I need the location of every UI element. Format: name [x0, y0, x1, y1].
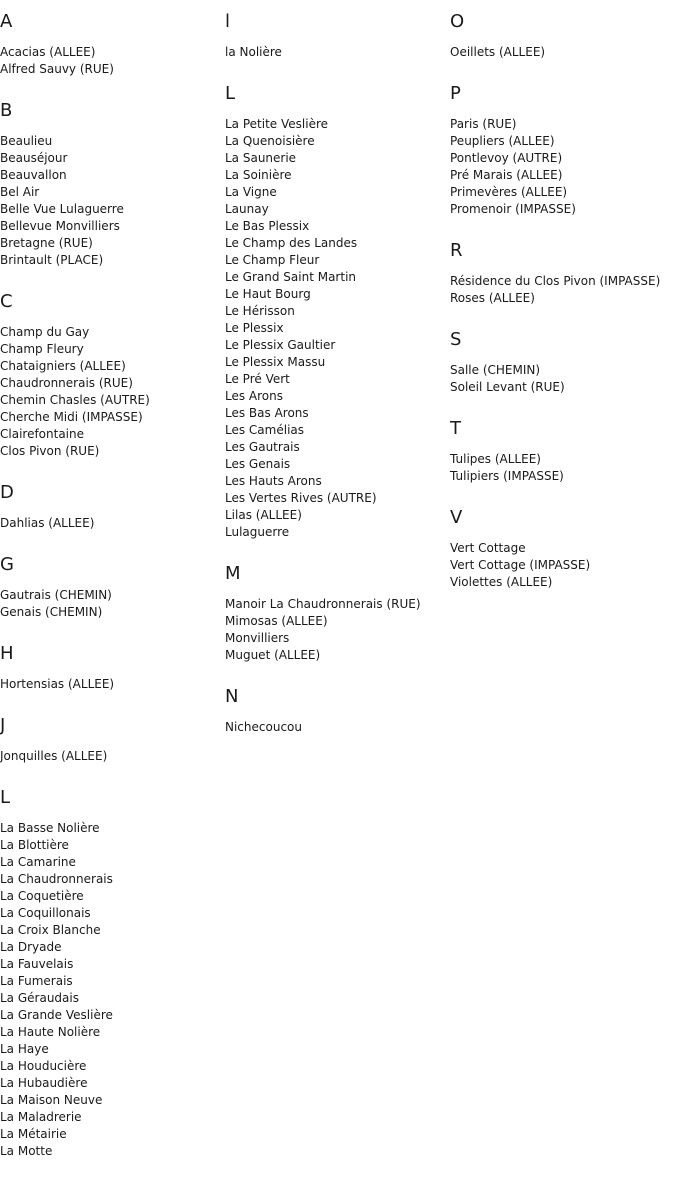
- street-link[interactable]: Vert Cottage: [450, 541, 526, 555]
- letter-group: [0, 644, 225, 693]
- street-link[interactable]: La Fumerais: [0, 974, 73, 988]
- street-link[interactable]: Lulaguerre: [225, 525, 290, 539]
- letter-group: [0, 555, 225, 621]
- street-link[interactable]: Mimosas (ALLEE): [225, 614, 328, 628]
- street-link[interactable]: Belle Vue Lulaguerre: [0, 202, 124, 216]
- street-link[interactable]: Vert Cottage (IMPASSE): [450, 558, 591, 572]
- letter-heading: S: [450, 329, 462, 350]
- street-list: [0, 820, 225, 1160]
- street-list: [0, 133, 225, 269]
- street-link[interactable]: Le Grand Saint Martin: [225, 270, 357, 284]
- street-link[interactable]: La Coquillonais: [0, 906, 91, 920]
- street-link[interactable]: Beauvallon: [0, 168, 67, 182]
- street-link[interactable]: La Chaudronnerais: [0, 872, 113, 886]
- street-link[interactable]: Promenoir (IMPASSE): [450, 202, 576, 216]
- street-index-column-2: [225, 0, 450, 736]
- street-link[interactable]: Monvilliers: [225, 631, 290, 645]
- street-list: [225, 596, 450, 664]
- street-link[interactable]: La Grande Veslière: [0, 1008, 113, 1022]
- letter-heading: A: [0, 11, 13, 32]
- street-list: [225, 719, 450, 736]
- street-link[interactable]: Cherche Midi (IMPASSE): [0, 410, 143, 424]
- street-link[interactable]: Le Pré Vert: [225, 372, 290, 386]
- street-link[interactable]: Le Hérisson: [225, 304, 295, 318]
- letter-group: [450, 419, 675, 485]
- street-link[interactable]: Roses (ALLEE): [450, 291, 535, 305]
- street-list: [0, 748, 225, 765]
- street-link[interactable]: La Haute Nolière: [0, 1025, 101, 1039]
- street-link[interactable]: Clairefontaine: [0, 427, 85, 441]
- street-link[interactable]: La Fauvelais: [0, 957, 74, 971]
- street-link[interactable]: La Haye: [0, 1042, 49, 1056]
- letter-heading: N: [225, 686, 239, 707]
- street-link[interactable]: Clos Pivon (RUE): [0, 444, 100, 458]
- street-link[interactable]: Muguet (ALLEE): [225, 648, 321, 662]
- letter-group: [225, 564, 450, 664]
- letter-heading: D: [0, 482, 14, 503]
- street-link[interactable]: Le Haut Bourg: [225, 287, 311, 301]
- street-index-column-1: [0, 0, 225, 1160]
- letter-group: [225, 687, 450, 736]
- letter-group: [450, 330, 675, 396]
- street-link[interactable]: Résidence du Clos Pivon (IMPASSE): [450, 274, 661, 288]
- street-link[interactable]: La Blottière: [0, 838, 69, 852]
- street-link[interactable]: Peupliers (ALLEE): [450, 134, 555, 148]
- street-list: [450, 451, 675, 485]
- street-link[interactable]: La Maison Neuve: [0, 1093, 103, 1107]
- letter-heading: L: [0, 787, 11, 808]
- street-list: [0, 515, 225, 532]
- street-link[interactable]: Jonquilles (ALLEE): [0, 749, 108, 763]
- letter-group: [0, 788, 225, 1160]
- letter-heading: V: [450, 507, 463, 528]
- street-list: [450, 44, 675, 61]
- street-list: [450, 362, 675, 396]
- street-link[interactable]: Gautrais (CHEMIN): [0, 588, 112, 602]
- letter-heading: P: [450, 83, 461, 104]
- street-link[interactable]: Beaulieu: [0, 134, 53, 148]
- street-link[interactable]: Pontlevoy (AUTRE): [450, 151, 563, 165]
- street-link[interactable]: La Croix Blanche: [0, 923, 101, 937]
- letter-group: [450, 12, 675, 61]
- letter-group: [0, 12, 225, 78]
- letter-group: [0, 483, 225, 532]
- letter-heading: O: [450, 11, 465, 32]
- street-link[interactable]: Le Champ Fleur: [225, 253, 320, 267]
- street-link[interactable]: Les Hauts Arons: [225, 474, 322, 488]
- street-link[interactable]: Soleil Levant (RUE): [450, 380, 565, 394]
- street-link[interactable]: La Vigne: [225, 185, 277, 199]
- street-list: [0, 44, 225, 78]
- street-link[interactable]: La Géraudais: [0, 991, 79, 1005]
- street-link[interactable]: Tulipes (ALLEE): [450, 452, 541, 466]
- street-link[interactable]: Les Arons: [225, 389, 284, 403]
- letter-group: [450, 84, 675, 218]
- street-link[interactable]: Bretagne (RUE): [0, 236, 93, 250]
- letter-heading: H: [0, 643, 14, 664]
- street-link[interactable]: Oeillets (ALLEE): [450, 45, 546, 59]
- street-link[interactable]: Primevères (ALLEE): [450, 185, 568, 199]
- street-link[interactable]: Violettes (ALLEE): [450, 575, 553, 589]
- street-link[interactable]: Les Camélias: [225, 423, 305, 437]
- letter-heading: L: [225, 83, 236, 104]
- street-link[interactable]: La Quenoisière: [225, 134, 315, 148]
- letter-group: [0, 716, 225, 765]
- letter-heading: R: [450, 240, 463, 261]
- street-link[interactable]: La Basse Nolière: [0, 821, 100, 835]
- street-link[interactable]: Beauséjour: [0, 151, 68, 165]
- street-link[interactable]: Chataigniers (ALLEE): [0, 359, 126, 373]
- street-link[interactable]: Chemin Chasles (AUTRE): [0, 393, 150, 407]
- street-link[interactable]: Manoir La Chaudronnerais (RUE): [225, 597, 421, 611]
- street-link[interactable]: Paris (RUE): [450, 117, 517, 131]
- letter-group: [450, 508, 675, 591]
- street-list: [450, 273, 675, 307]
- street-link[interactable]: Dahlias (ALLEE): [0, 516, 95, 530]
- street-link[interactable]: Le Plessix Gaultier: [225, 338, 336, 352]
- street-list: [0, 676, 225, 693]
- street-link[interactable]: Les Bas Arons: [225, 406, 309, 420]
- street-link[interactable]: La Camarine: [0, 855, 76, 869]
- street-link[interactable]: Lilas (ALLEE): [225, 508, 302, 522]
- street-link[interactable]: La Dryade: [0, 940, 62, 954]
- letter-heading: M: [225, 563, 241, 584]
- street-link[interactable]: Launay: [225, 202, 269, 216]
- street-link[interactable]: Le Champ des Landes: [225, 236, 358, 250]
- street-link[interactable]: Les Vertes Rives (AUTRE): [225, 491, 377, 505]
- street-link[interactable]: Bellevue Monvilliers: [0, 219, 120, 233]
- letter-heading: l: [225, 11, 231, 32]
- letter-heading: T: [450, 418, 461, 439]
- street-link[interactable]: Les Gautrais: [225, 440, 300, 454]
- street-link[interactable]: La Soinière: [225, 168, 292, 182]
- street-link[interactable]: Le Plessix Massu: [225, 355, 326, 369]
- street-link[interactable]: Champ Fleury: [0, 342, 84, 356]
- street-link[interactable]: Chaudronnerais (RUE): [0, 376, 133, 390]
- street-link[interactable]: Pré Marais (ALLEE): [450, 168, 563, 182]
- street-list: [0, 324, 225, 460]
- letter-group: [225, 84, 450, 541]
- street-link[interactable]: Hortensias (ALLEE): [0, 677, 115, 691]
- street-list: [225, 116, 450, 541]
- street-link[interactable]: La Houducière: [0, 1059, 87, 1073]
- letter-group: [0, 292, 225, 460]
- letter-group: [450, 241, 675, 307]
- letter-heading: C: [0, 291, 13, 312]
- street-link[interactable]: La Hubaudière: [0, 1076, 88, 1090]
- street-list: [450, 116, 675, 218]
- letter-group: [0, 101, 225, 269]
- street-list: [225, 44, 450, 61]
- street-link[interactable]: Nichecoucou: [225, 720, 302, 734]
- street-link[interactable]: La Maladrerie: [0, 1110, 82, 1124]
- street-list: [450, 540, 675, 591]
- letter-group: [225, 12, 450, 61]
- letter-heading: B: [0, 100, 13, 121]
- street-link[interactable]: Champ du Gay: [0, 325, 90, 339]
- street-index-column-3: [450, 0, 675, 591]
- street-link[interactable]: la Nolière: [225, 45, 282, 59]
- street-link[interactable]: Acacias (ALLEE): [0, 45, 96, 59]
- street-list: [0, 587, 225, 621]
- street-link[interactable]: La Motte: [0, 1144, 53, 1158]
- letter-heading: J: [0, 715, 6, 736]
- street-link[interactable]: La Coquetière: [0, 889, 84, 903]
- street-link[interactable]: La Saunerie: [225, 151, 297, 165]
- street-link[interactable]: Salle (CHEMIN): [450, 363, 541, 377]
- street-link[interactable]: Le Bas Plessix: [225, 219, 310, 233]
- street-link[interactable]: Tulipiers (IMPASSE): [450, 469, 564, 483]
- street-link[interactable]: La Métairie: [0, 1127, 67, 1141]
- letter-heading: G: [0, 554, 14, 575]
- street-link[interactable]: Le Plessix: [225, 321, 284, 335]
- street-link[interactable]: Genais (CHEMIN): [0, 605, 103, 619]
- street-link[interactable]: La Petite Veslière: [225, 117, 329, 131]
- street-link[interactable]: Bel Air: [0, 185, 40, 199]
- street-link[interactable]: Alfred Sauvy (RUE): [0, 62, 114, 76]
- street-link[interactable]: Les Genais: [225, 457, 291, 471]
- street-link[interactable]: Brintault (PLACE): [0, 253, 104, 267]
